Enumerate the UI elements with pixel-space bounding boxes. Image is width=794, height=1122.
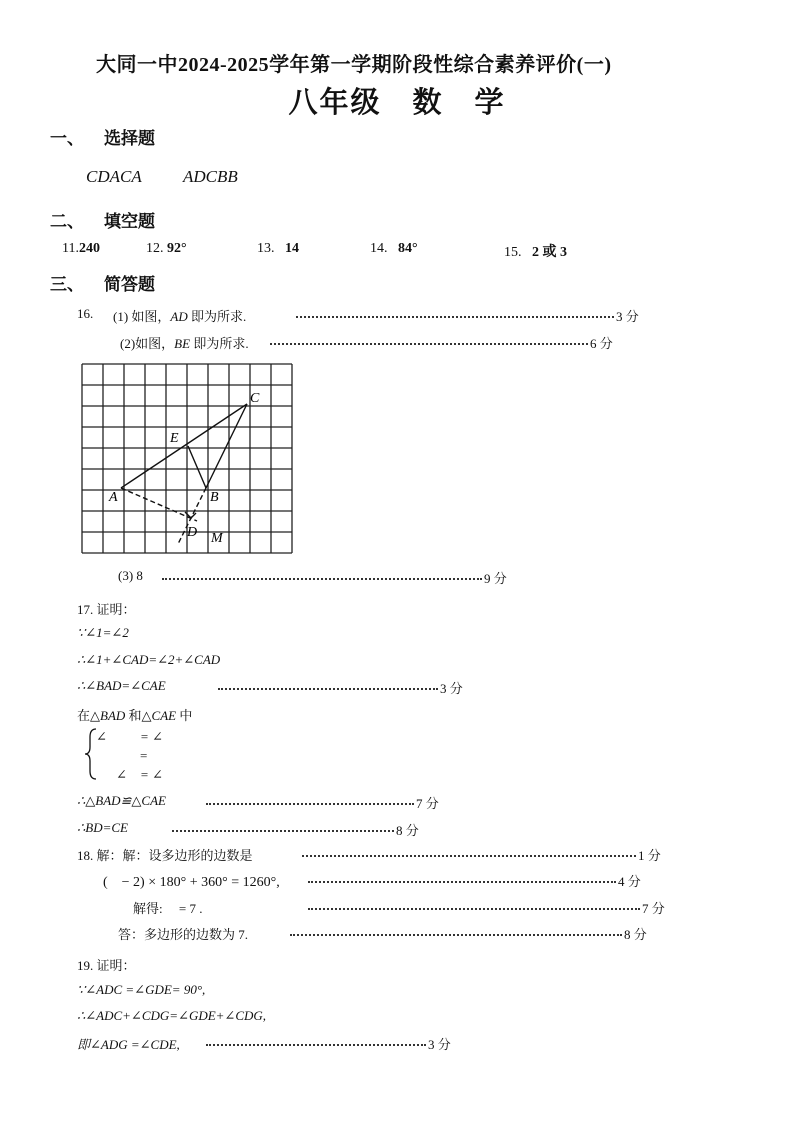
figure-lines [121,404,247,544]
text: (2)如图， [120,336,175,351]
fill-value: 84° [398,241,418,256]
q18-equation: ( − 2) × 180° + 360° = 1260°, [103,875,280,890]
system-line3-right: = ∠ [140,767,163,782]
system-line1-left: ∠ [96,729,107,744]
dot-leader [206,803,414,805]
exam-subtitle: 八年级 数 学 [288,87,506,119]
dot-leader [308,908,640,910]
section-number: 三、 [50,275,84,295]
q17-line6: ∴BD=CE [77,820,128,835]
fill-answer-14 [370,241,418,257]
dot-leader [296,316,614,318]
q16-number: 16. [77,306,94,321]
exam-title: 大同一中2024-2025学年第一学期阶段性综合素养评价(一) [96,54,612,76]
label-M: M [211,531,223,546]
q17-line1: ∵∠1=∠2 [77,625,129,640]
q17-head: 17. 证明： [77,602,136,617]
q19-line1: ∵∠ADC =∠GDE= 90°, [77,982,206,997]
q16-part2 [120,333,249,352]
fill-value: 2 或 3 [532,245,567,260]
dot-leader [172,830,394,832]
q18-answer: 答：多边形的边数为 7. [118,927,249,942]
dot-leader [218,688,438,690]
q16-part3-score: 9 分 [484,571,507,586]
fill-answer-15 [504,241,567,261]
section-one-heading [50,124,155,149]
grid-figure [80,362,294,554]
fill-label: 14. [370,241,388,256]
text: 在△ [77,708,100,723]
label-E: E [170,431,179,446]
q17-line3: ∴∠BAD=∠CAE [77,678,166,693]
system-line2-right: = [140,748,148,763]
fill-value: 92° [167,241,187,256]
dot-leader [162,578,482,580]
label-D: D [187,525,198,540]
q19-score1: 3 分 [428,1037,451,1052]
mc-answers-group1: CDACA [86,167,142,186]
q18-score1: 1 分 [638,848,661,863]
fill-answer-12 [146,241,187,257]
mc-answers-group2: ADCBB [183,167,238,186]
fill-answer-11 [62,241,100,257]
text: 即为所求. [187,309,247,324]
dot-leader [302,855,636,857]
system-line3-left: ∠ [116,767,127,782]
fill-label: 11. [62,241,79,256]
dot-leader [290,934,622,936]
var: CAE [151,708,177,723]
q17-line3-score: 3 分 [440,681,463,696]
fill-label: 13. [257,241,275,256]
q18-score2: 4 分 [618,874,641,889]
q16-part3: (3) 8 [118,568,143,583]
section-title: 填空题 [104,212,155,232]
q17-line5-score: 7 分 [416,796,439,811]
fill-value: 14 [285,241,299,256]
q18-solve: 解得: = 7 . [133,901,203,916]
section-number: 一、 [50,129,84,149]
text: 即为所求. [190,336,249,351]
text: (1) 如图， [113,309,171,324]
segment-EB [188,446,206,488]
var: AD [170,309,188,324]
section-title: 简答题 [104,275,155,295]
q19-line3: 即∠ADG =∠CDE, [77,1037,180,1052]
text: 中 [176,708,193,723]
segment-BC [206,404,247,488]
q17-line4 [77,705,192,724]
segment-AC [121,404,247,488]
fill-answer-13 [257,241,299,257]
q17-line2: ∴∠1+∠CAD=∠2+∠CAD [77,652,221,667]
q17-line6-score: 8 分 [396,823,419,838]
segment-AD [121,488,197,521]
var: BE [174,336,191,351]
q19-head: 19. 证明： [77,958,136,973]
q19-line2: ∴∠ADC+∠CDG=∠GDE+∠CDG, [77,1008,267,1023]
q16-part1-score: 3 分 [616,309,639,324]
q16-part1 [113,306,246,325]
fill-label: 15. [504,245,522,260]
q18-score3: 7 分 [642,901,665,916]
fill-value: 240 [78,241,100,256]
section-two-heading [50,207,155,232]
q18-score4: 8 分 [624,927,647,942]
text: 和△ [125,708,152,723]
dot-leader [270,343,588,345]
dot-leader [308,881,616,883]
q17-line5: ∴△BAD≌△CAE [77,793,166,808]
q16-part2-score: 6 分 [590,336,613,351]
section-title: 选择题 [104,129,155,149]
section-number: 二、 [50,212,84,232]
dot-leader [206,1044,426,1046]
section-three-heading [50,270,155,295]
label-C: C [250,391,260,406]
fill-label: 12. [146,241,164,256]
label-A: A [109,490,118,505]
label-B: B [210,490,219,505]
var: BAD [100,708,126,723]
system-line1-right: = ∠ [140,729,163,744]
q18-head: 18. 解：解：设多边形的边数是 [77,848,253,863]
